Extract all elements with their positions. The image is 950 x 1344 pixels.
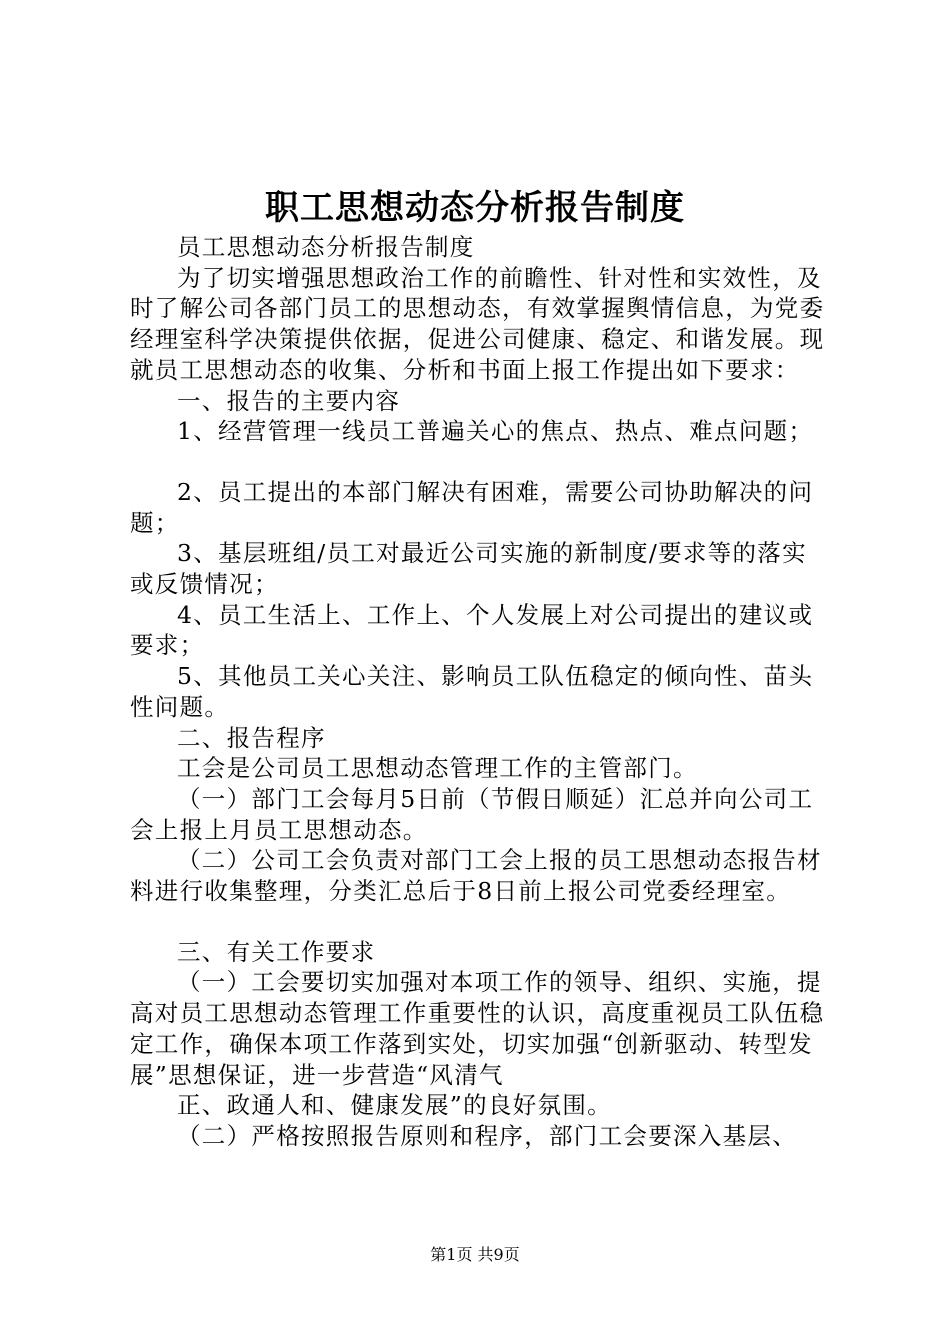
document-title: 职工思想动态分析报告制度: [265, 188, 685, 228]
section-heading-2: 二、报告程序: [177, 723, 326, 752]
list-item-1: 1、经营管理一线员工普遍关心的焦点、热点、难点问题；: [177, 417, 814, 446]
procedure-item-2: （二）公司工会负责对部门工会上报的员工思想动态报告材料进行收集整理，分类汇总后于8日前上报公司党委经理室。: [130, 846, 822, 906]
list-item-4: 4、员工生活上、工作上、个人发展上对公司提出的建议或要求；: [130, 600, 814, 660]
paragraph-intro: 为了切实增强思想政治工作的前瞻性、针对性和实效性，及时了解公司各部门员工的思想动态，有效掌握舆情信息，为党委经理室科学决策提供依据，促进公司健康、稳定、和谐发展。现就员工思想动态的收集、分析和书面上报工作提出如下要求：: [130, 263, 825, 384]
section-heading-3: 三、有关工作要求: [177, 937, 376, 966]
list-item-5: 5、其他员工关心关注、影响员工队伍稳定的倾向性、苗头性问题。: [130, 662, 814, 721]
document-body: [130, 232, 830, 1152]
list-item-2: 2、员工提出的本部门解决有困难，需要公司协助解决的问题；: [130, 477, 814, 537]
requirement-item-1: （一）工会要切实加强对本项工作的领导、组织、实施，提高对员工思想动态管理工作重要性的认识，高度重视员工队伍稳定工作，确保本项工作落到实处，切实加强“创新驱动、转型发展”思想保证，进一步营造“风清气: [130, 968, 825, 1089]
requirement-item-2: （二）严格按照报告原则和程序，部门工会要深入基层、: [177, 1121, 797, 1150]
section-heading-1: 一、报告的主要内容: [177, 386, 401, 415]
procedure-item-1: （一）部门工会每月5日前（节假日顺延）汇总并向公司工会上报上月员工思想动态。: [130, 784, 814, 844]
list-item-3: 3、基层班组/员工对最近公司实施的新制度/要求等的落实或反馈情况；: [130, 539, 807, 599]
requirement-item-1-cont: 正、政通人和、健康发展”的良好氛围。: [177, 1091, 612, 1120]
paragraph-subtitle: 员工思想动态分析报告制度: [177, 233, 475, 261]
page-footer: 第1页 共9页: [430, 1245, 520, 1264]
paragraph-union: 工会是公司员工思想动态管理工作的主管部门。: [177, 754, 698, 783]
